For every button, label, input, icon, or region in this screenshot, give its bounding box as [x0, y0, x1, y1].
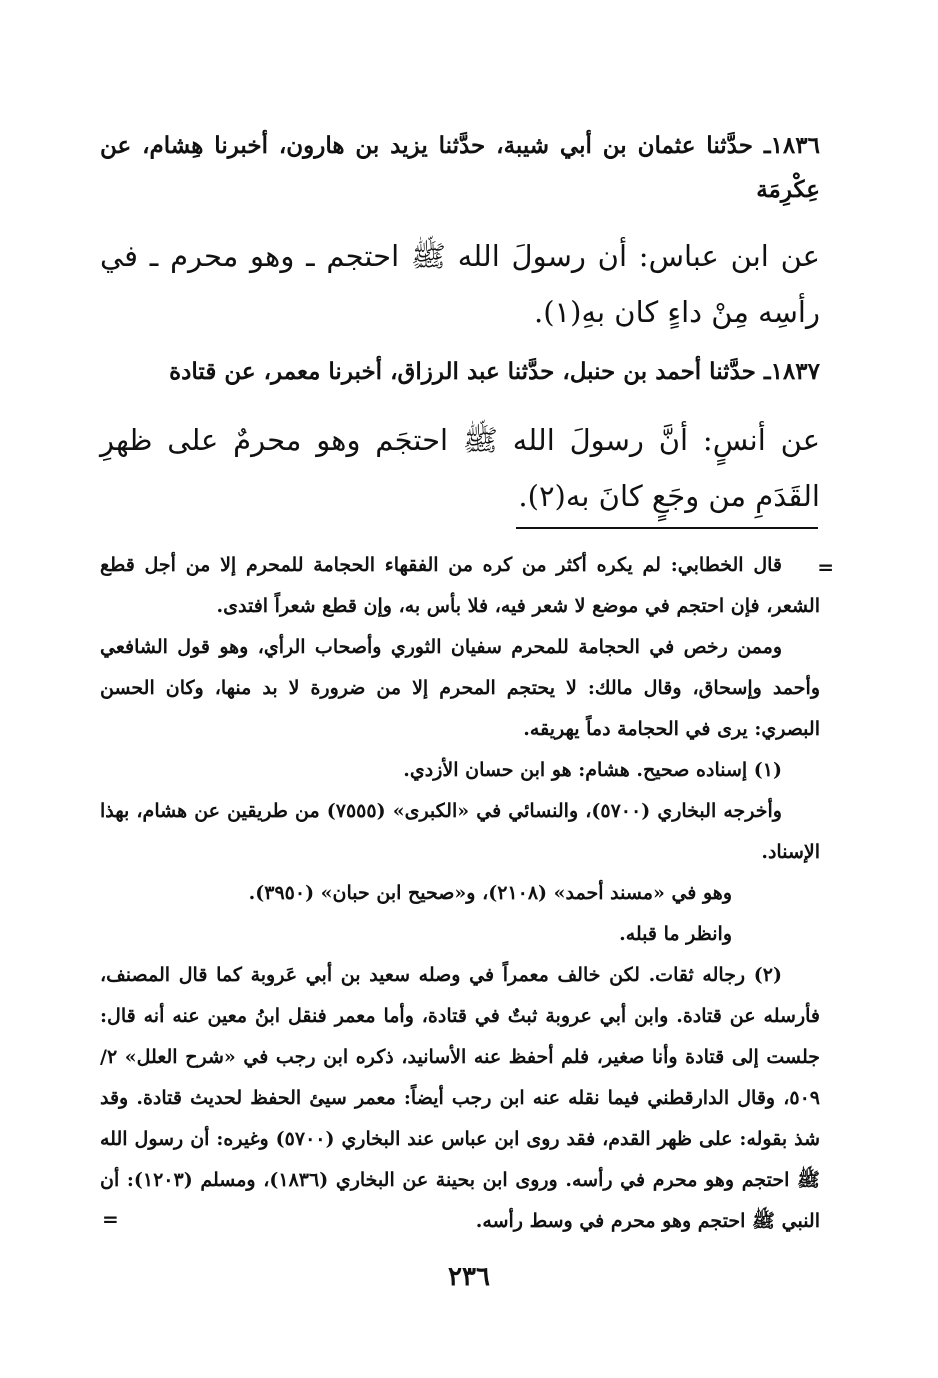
page-number: ٢٣٦	[448, 1262, 490, 1292]
hadith-1836-isnad: ١٨٣٦ـ حدَّثنا عثمان بن أبي شيبة، حدَّثنا يزيد بن هارون، أخبرنا هِشام، عن عِكْرِمَة	[100, 132, 820, 203]
footnote-1-see-above: وانظر ما قبله.	[619, 923, 732, 945]
footnote-1-musnad: وهو في «مسند أحمد» (٢١٠٨)، و«صحيح ابن حبان» (٣٩٥٠).	[248, 882, 732, 904]
hadith-1837-matn: عن أنسٍ: أنَّ رسولَ الله ﷺ احتجَم وهو محرمٌ على ظهرِ القَدَمِ من وجَعٍ كانَ به(٢).	[100, 423, 820, 513]
footnote-2: (٢) رجاله ثقات. لكن خالف معمراً في وصله سعيد بن أبي عَروبة كما قال المصنف، فأرسله عن قتادة. وابن أبي عروبة ثبتٌ في قتادة، وأما معمر فنقل ابنُ معين عنه أنه قال: جلست إلى قتادة وأنا صغير، فلم أحفظ عنه الأسانيد، ذكره ابن رجب في «شرح العلل» ٢/ ٥٠٩، وقال الدارقطني فيما نقله عنه ابن رجب أيضاً: معمر سيئ الحفظ لحديث قتادة. وقد شذ بقوله: على ظهر القدم، فقد روى ابن عباس عند البخاري (٥٧٠٠) وغيره: أن رسول الله ﷺ احتجم وهو محرم في رأسه. وروى ابن بحينة عن البخاري (١٨٣٦)، ومسلم (١٢٠٣): أن النبي ﷺ احتجم وهو محرم في وسط رأسه.	[100, 964, 820, 1232]
hadith-1836-matn: عن ابن عباس: أن رسولَ الله ﷺ احتجم ـ وهو محرم ـ في رأسِه مِنْ داءٍ كان بهِ(١).	[100, 239, 820, 329]
footnotes	[100, 545, 820, 1242]
hadith-1837-isnad: ١٨٣٧ـ حدَّثنا أحمد بن حنبل، حدَّثنا عبد الرزاق، أخبرنا معمر، عن قتادة	[169, 358, 820, 385]
continuation-mark: =	[817, 555, 834, 579]
footnote-1-takhrij: وأخرجه البخاري (٥٧٠٠)، والنسائي في «الكبرى» (٧٥٥٥) من طريقين عن هشام، بهذا الإسناد.	[100, 800, 820, 863]
continuation-end-mark: =	[102, 1207, 119, 1231]
note-rakhkhas: وممن رخص في الحجامة للمحرم سفيان الثوري وأصحاب الرأي، وهو قول الشافعي وأحمد وإسحاق، وقال مالك: لا يحتجم المحرم إلا من ضرورة لا بد منها، وكان الحسن البصري: يرى في الحجامة دماً يهريقه.	[100, 636, 820, 740]
note-khattabi: قال الخطابي: لم يكره أكثر من كره من الفقهاء الحجامة للمحرم إلا من أجل قطع الشعر، فإن احتجم في موضع لا شعر فيه، فلا بأس به، وإن قطع شعراً افتدى.	[100, 554, 820, 617]
footnote-separator	[516, 527, 818, 529]
footnote-1-source: (١) إسناده صحيح. هشام: هو ابن حسان الأزدي.	[403, 759, 782, 781]
